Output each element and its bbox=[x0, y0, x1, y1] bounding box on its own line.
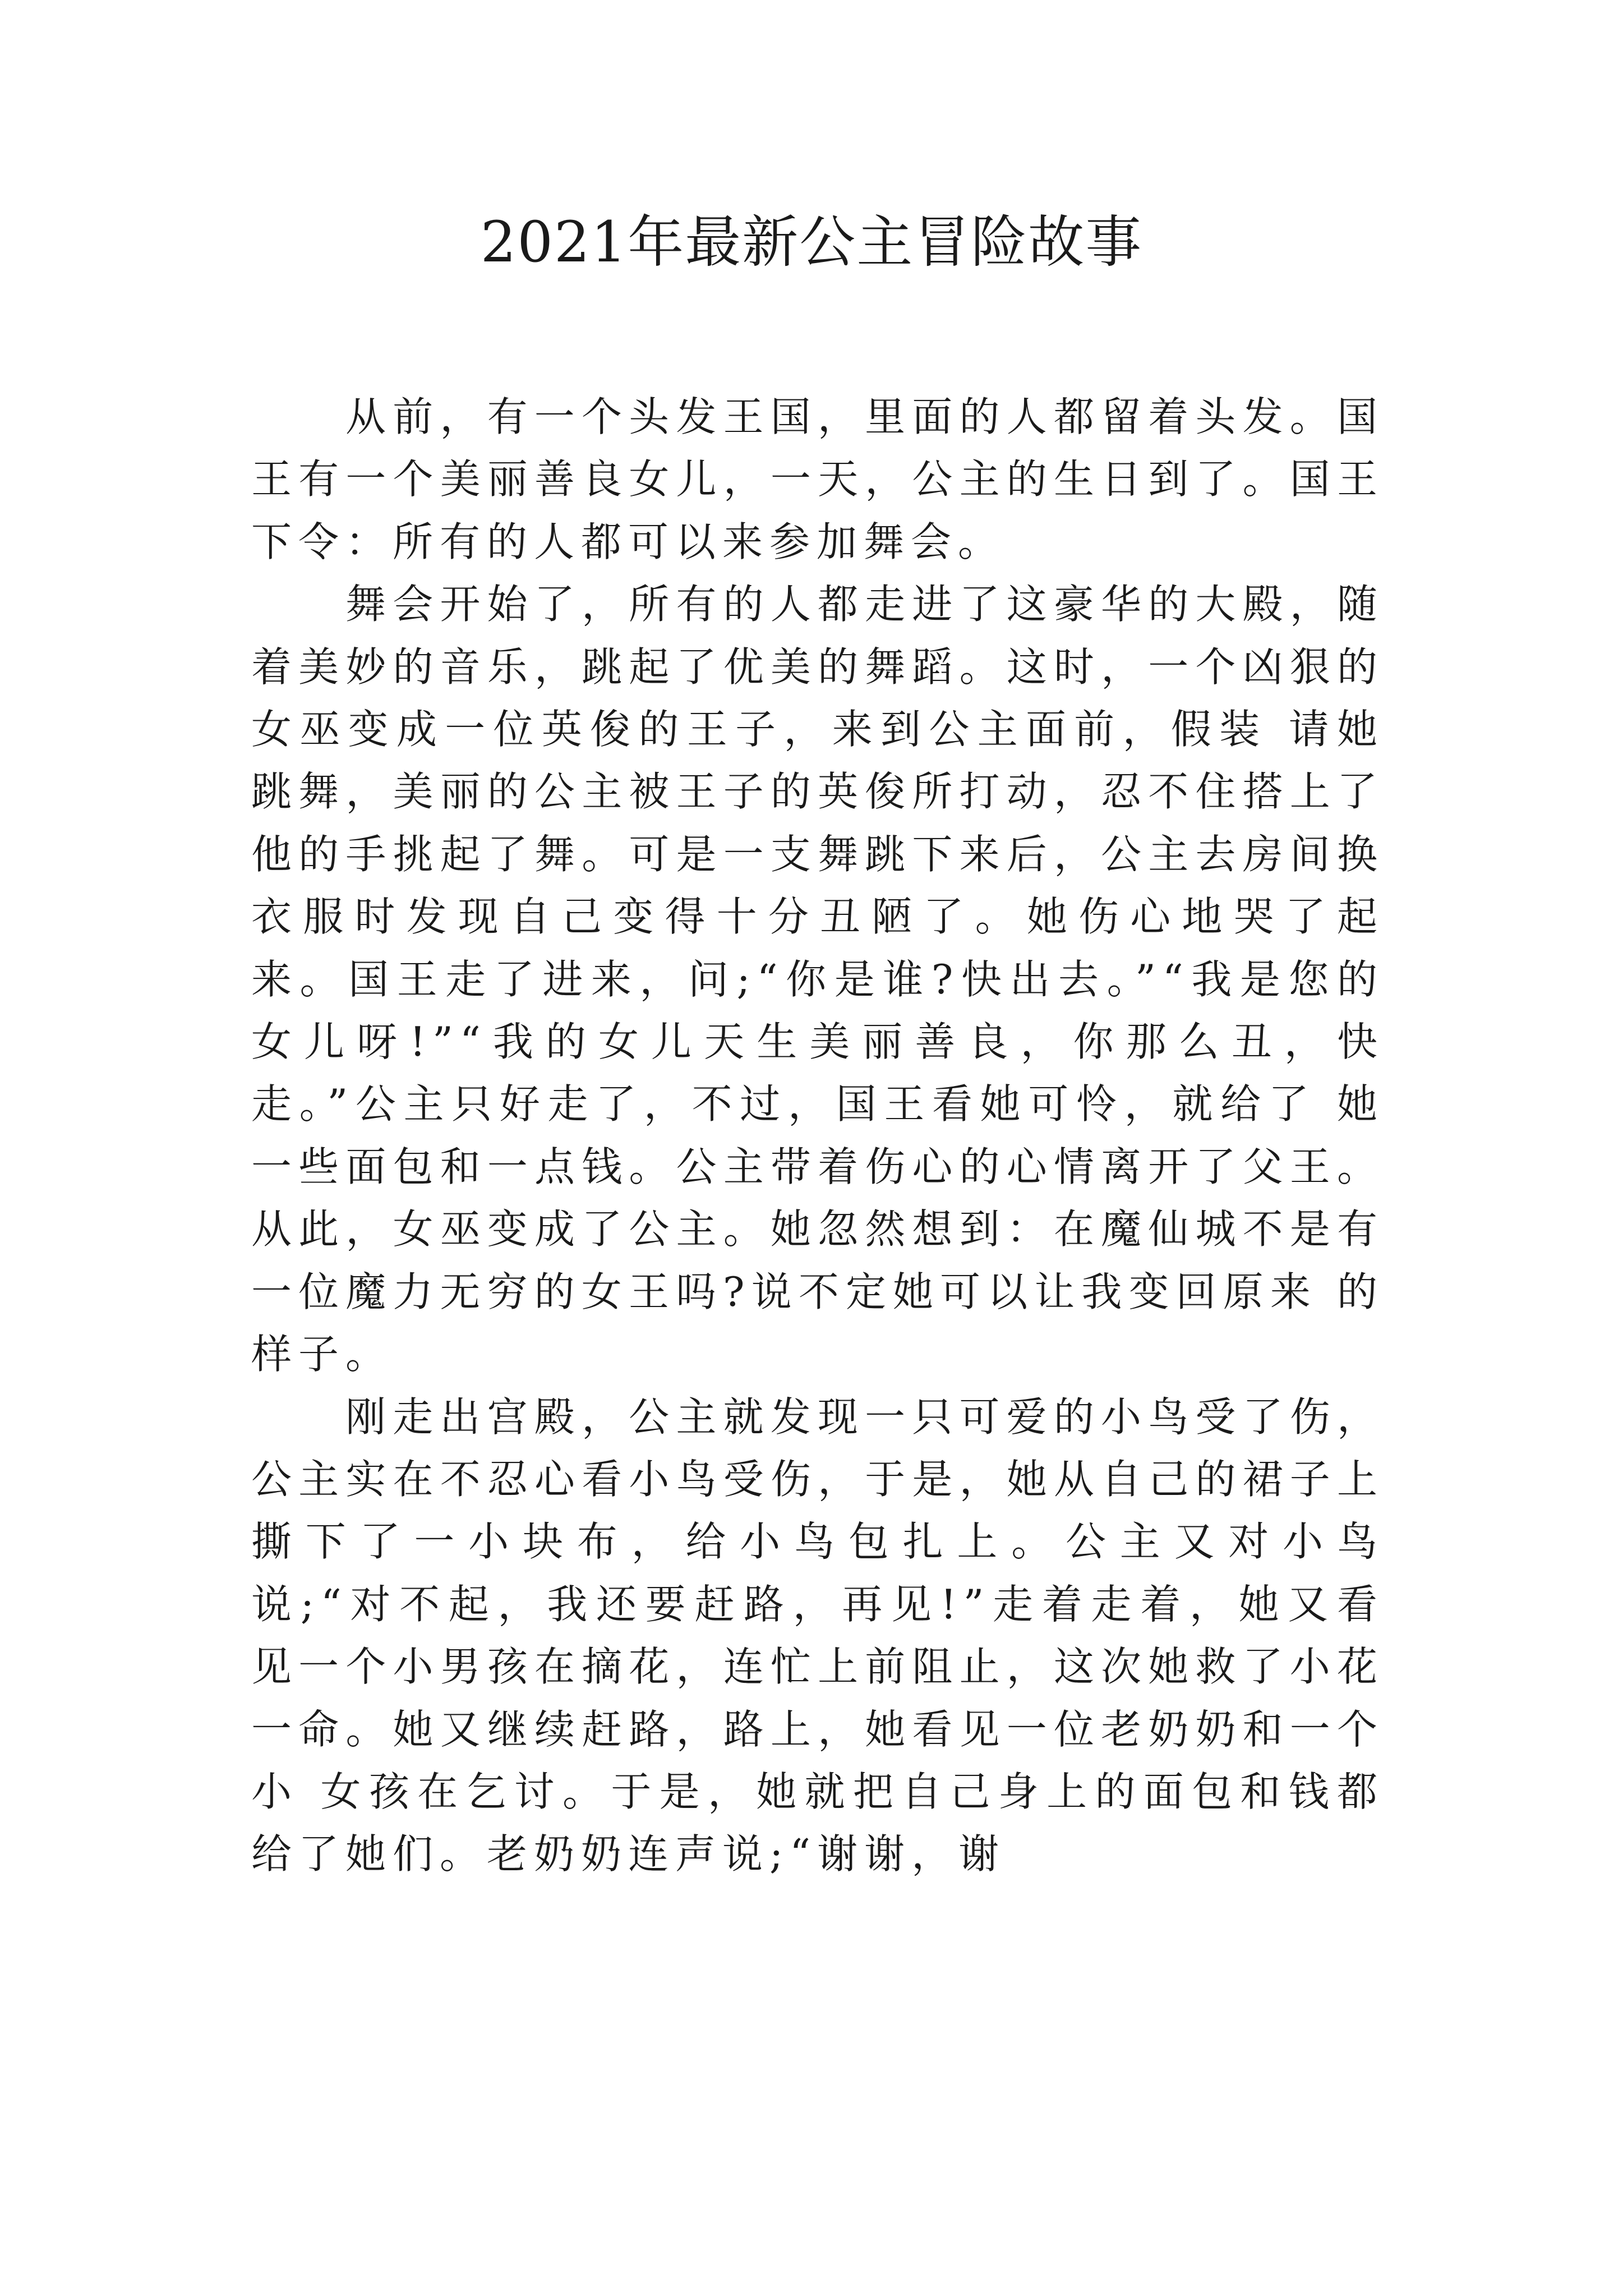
document-title: 2021年最新公主冒险故事 bbox=[480, 209, 1143, 275]
paragraph-2: 舞会开始了，所有的人都走进了这豪华的大殿，随着美妙的音乐，跳起了优美的舞蹈。这时，一个凶狠的女巫变成一位英俊的王子，来到公主面前，假装 请她跳舞，美丽的公主被王子的英俊所打动，忍不住搭上了他的手挑起了舞。可是一支舞跳下来后，公主去房间换衣服时发现自己变得十分丑陋了。她伤心地哭了起 来。国王走了进来，问;“你是谁?快出去。”“我是您的女儿呀!”“我的女儿天生美丽善良，你那么丑，快走。”公主只好走了，不过，国王看她可怜，就给了 她一些面包和一点钱。公主带着伤心的心情离开了父王。从此，女巫变成了公主。她忽然想到：在魔仙城不是有一位魔力无穷的女王吗?说不定她可以让我变回原来 的样子。 bbox=[251, 581, 1384, 1378]
document-body bbox=[251, 386, 1384, 1886]
paragraph-3: 刚走出宫殿，公主就发现一只可爱的小鸟受了伤，公主实在不忍心看小鸟受伤，于是，她从自己的裙子上撕下了一小块布，给小鸟包扎上。公主又对小鸟 说;“对不起，我还要赶路，再见!”走着走着，她又看见一个小男孩在摘花，连忙上前阻止，这次她救了小花一命。她又继续赶路，路上，她看见一位老奶奶和一个小 女孩在乞讨。于是，她就把自己身上的面包和钱都给了她们。老奶奶连声说;“谢谢，谢 bbox=[251, 1393, 1384, 1878]
paragraph-1: 从前，有一个头发王国，里面的人都留着头发。国王有一个美丽善良女儿，一天，公主的生日到了。国王下令：所有的人都可以来参加舞会。 bbox=[251, 393, 1384, 565]
